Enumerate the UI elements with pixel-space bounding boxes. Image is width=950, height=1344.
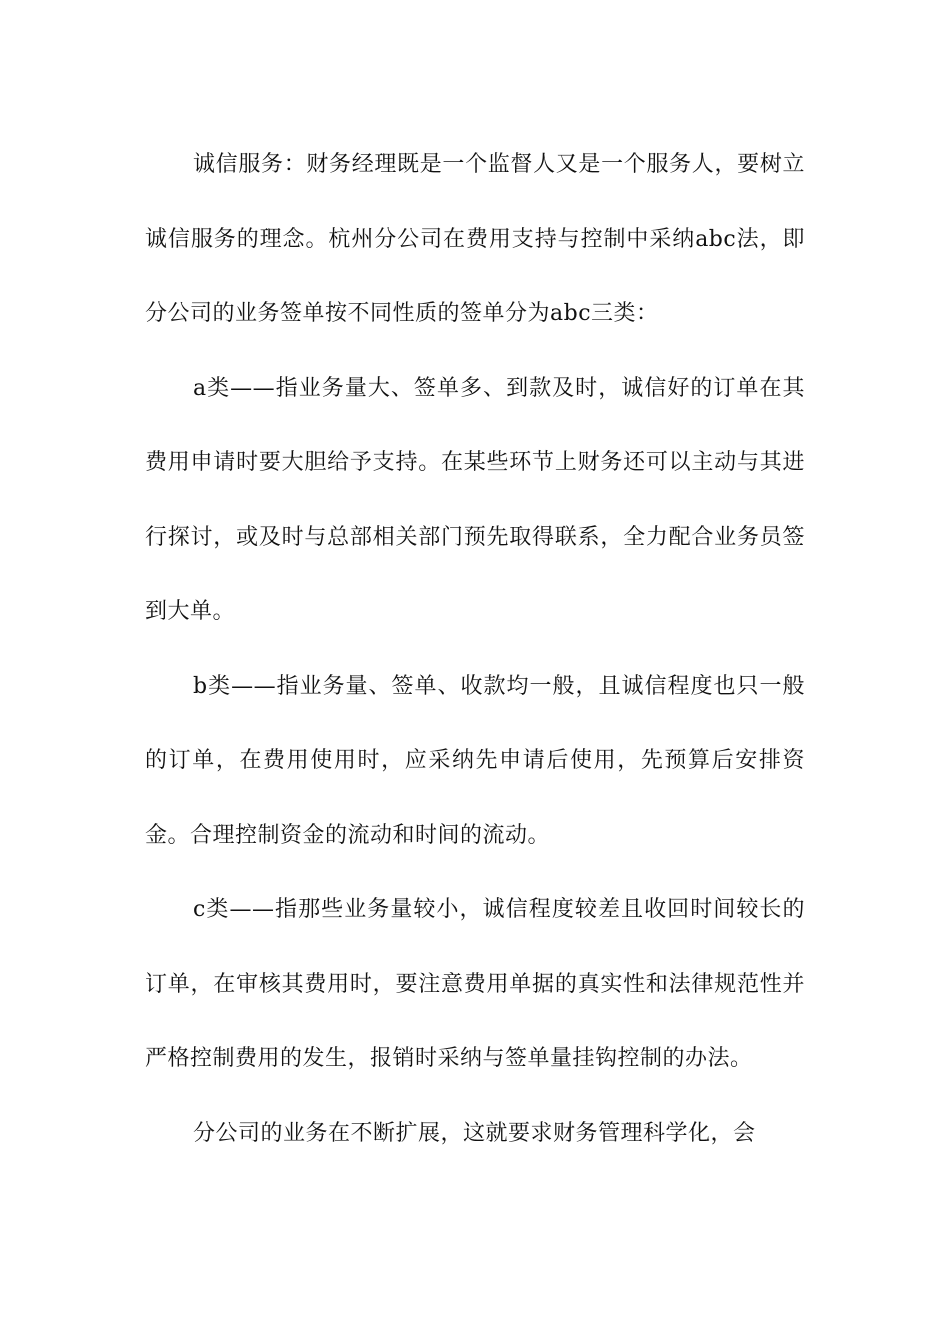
paragraph-category-c: c类——指那些业务量较小，诚信程度较差且收回时间较长的订单，在审核其费用时，要注意费用单据的真实性和法律规范性并严格控制费用的发生，报销时采纳与签单量挂钩控制的办法。 bbox=[145, 897, 805, 1071]
paragraph-category-b: b类——指业务量、签单、收款均一般，且诚信程度也只一般的订单，在费用使用时，应采纳先申请后使用，先预算后安排资金。合理控制资金的流动和时间的流动。 bbox=[145, 673, 805, 848]
document-body bbox=[145, 128, 805, 1171]
paragraph-integrity-service: 诚信服务：财务经理既是一个监督人又是一个服务人，要树立诚信服务的理念。杭州分公司在费用支持与控制中采纳abc法，即分公司的业务签单按不同性质的签单分为abc三类： bbox=[145, 152, 805, 326]
paragraph-category-a: a类——指业务量大、签单多、到款及时，诚信好的订单在其费用申请时要大胆给予支持。在某些环节上财务还可以主动与其进行探讨，或及时与总部相关部门预先取得联系，全力配合业务员签到大单。 bbox=[145, 375, 805, 624]
paragraph-business-expansion: 分公司的业务在不断扩展，这就要求财务管理科学化，会 bbox=[193, 1120, 756, 1146]
